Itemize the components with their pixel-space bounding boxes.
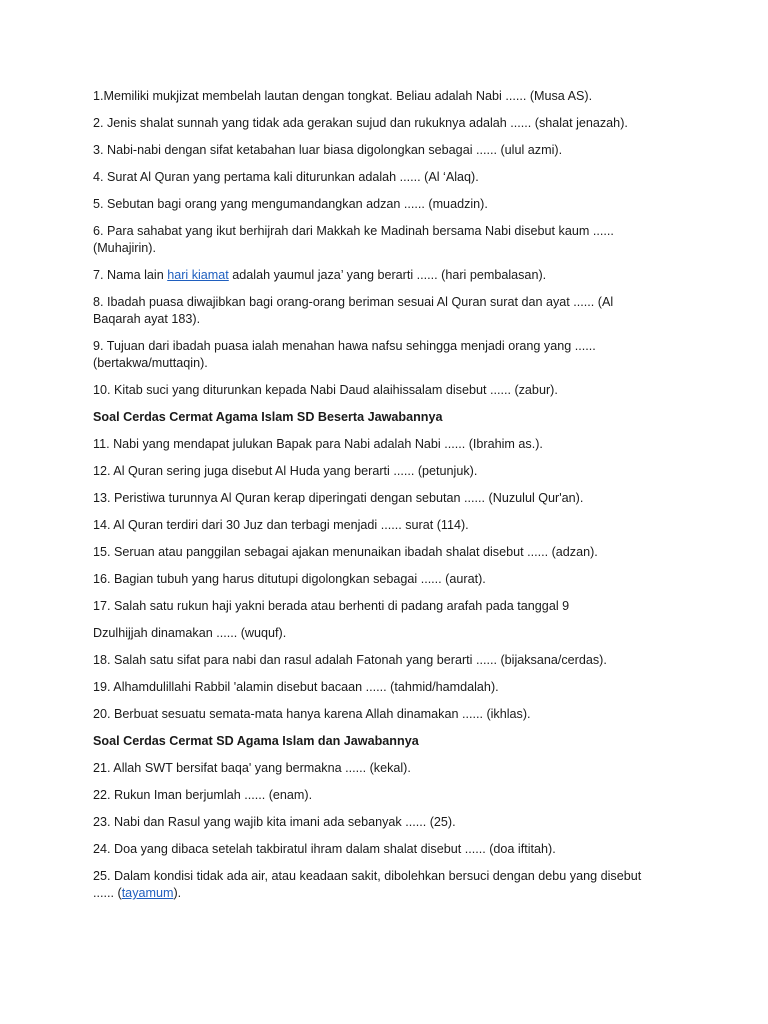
- document-body: [93, 88, 653, 912]
- question-item: 23. Nabi dan Rasul yang wajib kita imani ada sebanyak ...... (25).: [93, 815, 456, 829]
- question-item: 18. Salah satu sifat para nabi dan rasul adalah Fatonah yang berarti ...... (bijaksana/cerdas).: [93, 653, 607, 667]
- question-item: 10. Kitab suci yang diturunkan kepada Nabi Daud alaihissalam disebut ...... (zabur).: [93, 383, 558, 397]
- question-item: 24. Doa yang dibaca setelah takbiratul ihram dalam shalat disebut ...... (doa iftitah).: [93, 842, 556, 856]
- question-text: ).: [173, 886, 182, 900]
- hari-kiamat-link[interactable]: hari kiamat: [167, 268, 229, 282]
- question-item: 20. Berbuat sesuatu semata-mata hanya karena Allah dinamakan ...... (ikhlas).: [93, 707, 531, 721]
- question-item: 6. Para sahabat yang ikut berhijrah dari Makkah ke Madinah bersama Nabi disebut kaum ...... (Muhajirin).: [93, 224, 614, 255]
- question-text: 25. Dalam kondisi tidak ada air, atau keadaan sakit, dibolehkan bersuci dengan debu yang disebut ...... (: [93, 869, 642, 900]
- question-item: 1.Memiliki mukjizat membelah lautan dengan tongkat. Beliau adalah Nabi ...... (Musa AS).: [93, 89, 593, 103]
- question-item: 2. Jenis shalat sunnah yang tidak ada gerakan sujud dan rukuknya adalah ...... (shalat jenazah).: [93, 116, 628, 130]
- question-item: [93, 868, 653, 902]
- question-text: adalah yaumul jaza’ yang berarti ...... (hari pembalasan).: [228, 268, 547, 282]
- question-item: 12. Al Quran sering juga disebut Al Huda yang berarti ...... (petunjuk).: [93, 464, 478, 478]
- question-item: 16. Bagian tubuh yang harus ditutupi digolongkan sebagai ...... (aurat).: [93, 572, 486, 586]
- question-item: 4. Surat Al Quran yang pertama kali diturunkan adalah ...... (Al ‘Alaq).: [93, 170, 479, 184]
- question-text: 7. Nama lain: [93, 268, 168, 282]
- question-item: 11. Nabi yang mendapat julukan Bapak para Nabi adalah Nabi ...... (Ibrahim as.).: [93, 437, 543, 451]
- question-item: 22. Rukun Iman berjumlah ...... (enam).: [93, 788, 313, 802]
- tayamum-link[interactable]: tayamum: [121, 886, 174, 900]
- question-item: 17. Salah satu rukun haji yakni berada atau berhenti di padang arafah pada tanggal 9: [93, 599, 570, 613]
- question-item: 21. Allah SWT bersifat baqa' yang bermakna ...... (kekal).: [93, 761, 411, 775]
- section-heading: Soal Cerdas Cermat Agama Islam SD Beserta Jawabannya: [93, 410, 443, 424]
- question-item: [93, 267, 653, 284]
- question-item: 8. Ibadah puasa diwajibkan bagi orang-orang beriman sesuai Al Quran surat dan ayat ...... (Al Baqarah ayat 183).: [93, 295, 614, 326]
- question-item: 14. Al Quran terdiri dari 30 Juz dan terbagi menjadi ...... surat (114).: [93, 518, 469, 532]
- section-heading: Soal Cerdas Cermat SD Agama Islam dan Jawabannya: [93, 734, 419, 748]
- question-item: Dzulhijjah dinamakan ...... (wuquf).: [93, 626, 287, 640]
- question-item: 9. Tujuan dari ibadah puasa ialah menahan hawa nafsu sehingga menjadi orang yang ...... (bertakwa/muttaqin).: [93, 339, 596, 370]
- question-item: 3. Nabi-nabi dengan sifat ketabahan luar biasa digolongkan sebagai ...... (ulul azmi).: [93, 143, 563, 157]
- question-item: 19. Alhamdulillahi Rabbil 'alamin disebut bacaan ...... (tahmid/hamdalah).: [93, 680, 499, 694]
- question-item: 5. Sebutan bagi orang yang mengumandangkan adzan ...... (muadzin).: [93, 197, 488, 211]
- question-item: 15. Seruan atau panggilan sebagai ajakan menunaikan ibadah shalat disebut ...... (adzan).: [93, 545, 598, 559]
- question-item: 13. Peristiwa turunnya Al Quran kerap diperingati dengan sebutan ...... (Nuzulul Qur'an).: [93, 491, 584, 505]
